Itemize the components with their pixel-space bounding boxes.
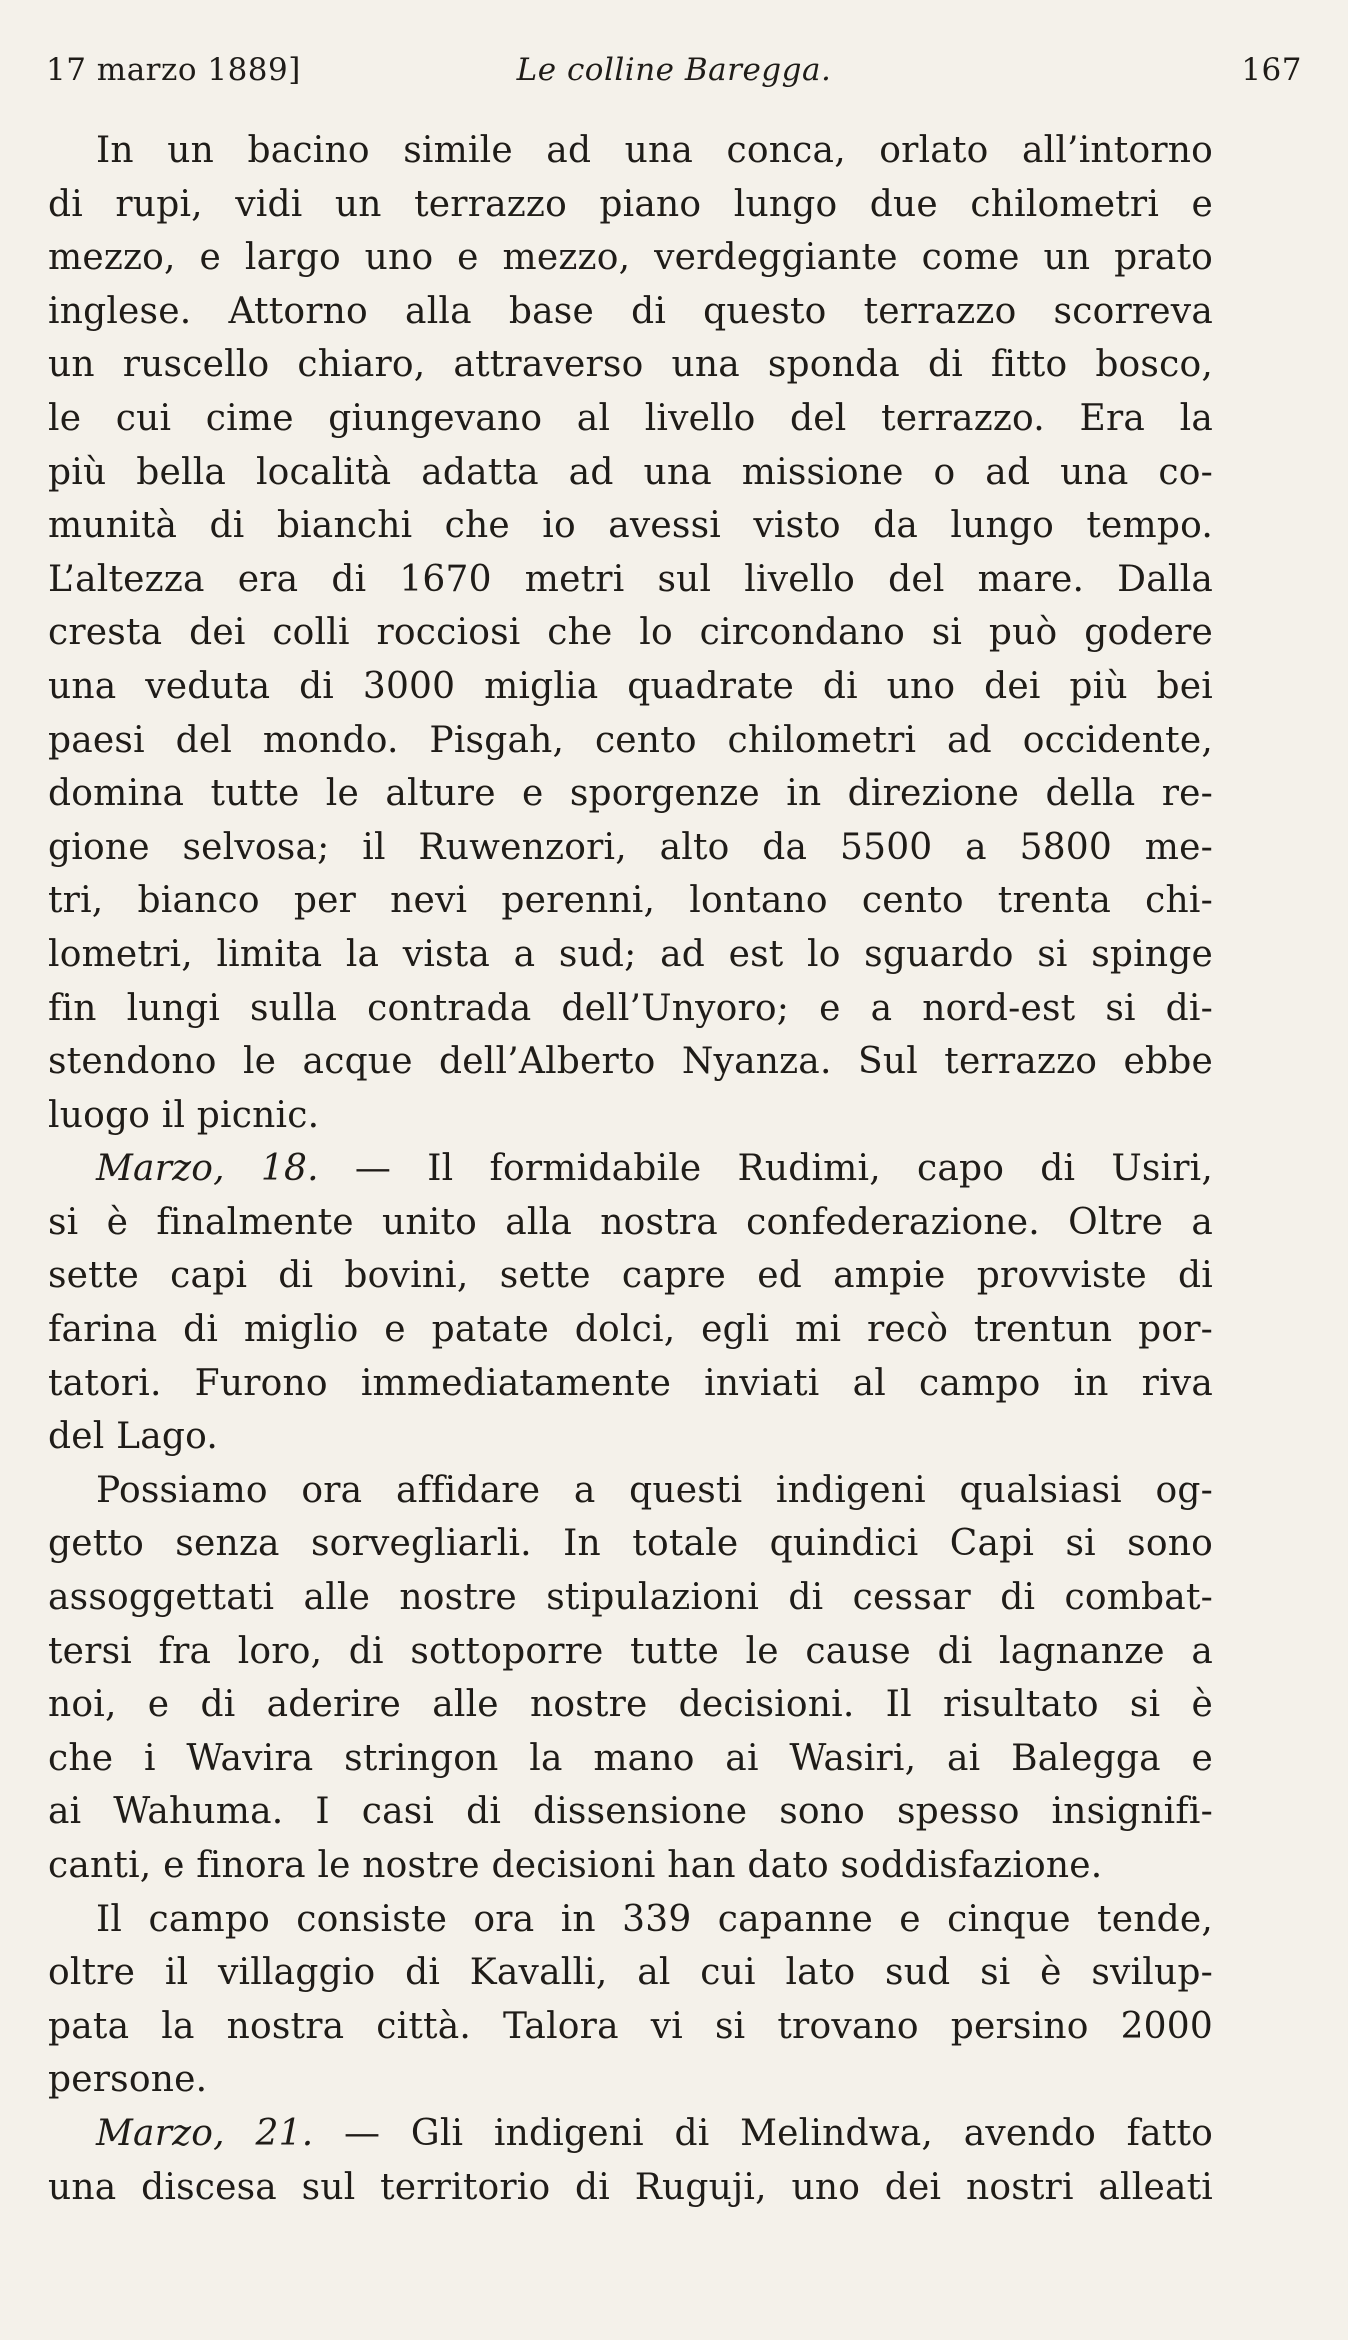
text-line: luogo il picnic. <box>48 1094 320 1136</box>
text-line: assoggettati alle nostre stipulazioni di cessar di combat- <box>48 1577 1213 1619</box>
header-title: Le colline Baregga. <box>516 52 832 88</box>
text-line: farina di miglio e patate dolci, egli mi recò trentun por- <box>48 1309 1213 1351</box>
text-line: fin lungi sulla contrada dell’Unyoro; e a nord-est si di- <box>48 987 1213 1029</box>
text-line: gione selvosa; il Ruwenzori, alto da 5500 a 5800 me- <box>48 826 1213 868</box>
text-line: inglese. Attorno alla base di questo terrazzo scorreva <box>48 290 1213 332</box>
text-line: tersi fra loro, di sottoporre tutte le cause di lagnanze a <box>48 1630 1213 1672</box>
text-line: munità di bianchi che io avessi visto da lungo tempo. <box>48 505 1213 547</box>
text-line: più bella località adatta ad una missione o ad una co- <box>48 451 1213 493</box>
running-header <box>46 42 1302 98</box>
text-line: una veduta di 3000 miglia quadrate di uno dei più bei <box>48 665 1213 707</box>
text-line: paesi del mondo. Pisgah, cento chilometri ad occidente, <box>48 719 1213 761</box>
text-line: una discesa sul territorio di Ruguji, uno dei nostri alleati <box>48 2166 1213 2208</box>
text-line: sette capi di bovini, sette capre ed ampie provviste di <box>48 1255 1213 1297</box>
diary-entry-line <box>48 2107 1213 2161</box>
text-line: tatori. Furono immediatamente inviati al campo in riva <box>48 1362 1213 1404</box>
header-date: 17 marzo 1889] <box>46 52 301 88</box>
text-line: del Lago. <box>48 1416 219 1458</box>
body-text <box>48 124 1213 2214</box>
text-line: L’altezza era di 1670 metri sul livello del mare. Dalla <box>48 558 1213 600</box>
text-line: stendono le acque dell’Alberto Nyanza. Sul terrazzo ebbe <box>48 1041 1213 1083</box>
text-line: si è finalmente unito alla nostra confederazione. Oltre a <box>48 1201 1213 1243</box>
text-line: mezzo, e largo uno e mezzo, verdeggiante come un prato <box>48 237 1213 279</box>
text-line: lometri, limita la vista a sud; ad est lo sguardo si spinge <box>48 933 1213 975</box>
text-line: Il campo consiste ora in 339 capanne e cinque tende, <box>96 1898 1213 1940</box>
text-line: un ruscello chiaro, attraverso una sponda di fitto bosco, <box>48 344 1213 386</box>
text-line: noi, e di aderire alle nostre decisioni. Il risultato si è <box>48 1684 1213 1726</box>
entry-text: — Il formidabile Rudimi, capo di Usiri, <box>318 1148 1213 1190</box>
text-line: di rupi, vidi un terrazzo piano lungo due chilometri e <box>48 183 1213 225</box>
text-line: domina tutte le alture e sporgenze in direzione della re- <box>48 773 1213 815</box>
diary-entry-line <box>48 1142 1213 1196</box>
text-line: persone. <box>48 2059 208 2101</box>
text-line: cresta dei colli rocciosi che lo circondano si può godere <box>48 612 1213 654</box>
text-line: getto senza sorvegliarli. In totale quindici Capi si sono <box>48 1523 1213 1565</box>
text-line: le cui cime giungevano al livello del terrazzo. Era la <box>48 397 1213 439</box>
entry-text: — Gli indigeni di Melindwa, avendo fatto <box>313 2112 1213 2154</box>
text-line: oltre il villaggio di Kavalli, al cui lato sud si è svilup- <box>48 1952 1213 1994</box>
text-line: canti, e finora le nostre decisioni han dato soddisfazione. <box>48 1845 1103 1886</box>
entry-date: Marzo, 21. <box>96 2112 314 2154</box>
text-line: che i Wavira stringon la mano ai Wasiri, ai Balegga e <box>48 1737 1213 1779</box>
text-line: In un bacino simile ad una conca, orlato all’intorno <box>96 130 1213 171</box>
entry-date: Marzo, 18. <box>96 1148 319 1190</box>
text-line: Possiamo ora affidare a questi indigeni qualsiasi og- <box>96 1469 1213 1511</box>
page-number: 167 <box>1241 52 1302 88</box>
text-line: pata la nostra città. Talora vi si trovano persino 2000 <box>48 2005 1213 2047</box>
text-line: tri, bianco per nevi perenni, lontano cento trenta chi- <box>48 880 1213 922</box>
text-line: ai Wahuma. I casi di dissensione sono spesso insignifi- <box>48 1791 1213 1833</box>
